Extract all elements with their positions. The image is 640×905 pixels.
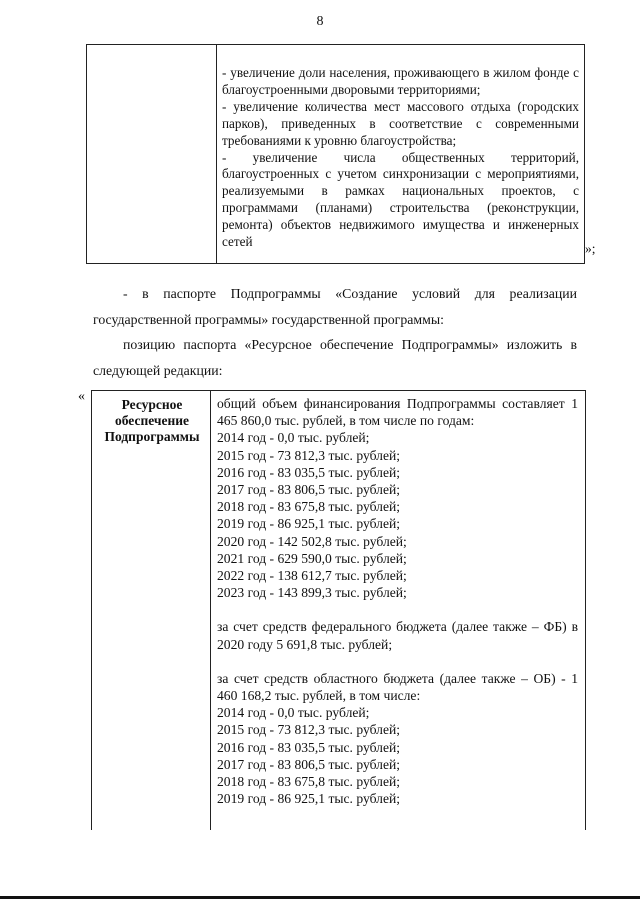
table-column-divider [210, 391, 211, 830]
year-amount-line: 2019 год - 86 925,1 тыс. рублей; [217, 791, 401, 807]
resource-table [91, 390, 586, 830]
year-amount-line: 2021 год - 629 590,0 тыс. рублей; [217, 550, 407, 566]
years-total-list [217, 429, 578, 601]
year-amount-line: 2018 год - 83 675,8 тыс. рублей; [217, 774, 401, 790]
year-amount-line: 2020 год - 142 502,8 тыс. рублей; [217, 533, 407, 549]
table-column-divider [216, 45, 217, 263]
year-amount-line: 2018 год - 83 675,8 тыс. рублей; [217, 499, 401, 515]
goal-item: - увеличение количества мест массового отдыха (городских парков), приведенных в соответствие с современными требованиями к уровню благоустройства; [222, 98, 579, 148]
year-amount-line: 2017 год - 83 806,5 тыс. рублей; [217, 482, 401, 498]
paragraph-position-instruction: позицию паспорта «Ресурсное обеспечение Подпрограммы» изложить в следующей редакции: [93, 337, 577, 378]
closing-quote: »; [585, 241, 596, 256]
resource-label: Ресурсное обеспечение Подпрограммы [104, 397, 200, 444]
footer-rule [0, 896, 640, 899]
year-amount-line: 2014 год - 0,0 тыс. рублей; [217, 705, 370, 721]
regional-funding-intro: за счет средств областного бюджета (далее также – ОБ) - 1 460 168,2 тыс. рублей, в том числе: [217, 670, 578, 704]
funding-intro: общий объем финансирования Подпрограммы составляет 1 465 860,0 тыс. рублей, в том числе по годам: [217, 396, 578, 429]
year-amount-line: 2019 год - 86 925,1 тыс. рублей; [217, 516, 401, 532]
resource-content [217, 395, 578, 807]
year-amount-line: 2017 год - 83 806,5 тыс. рублей; [217, 756, 401, 772]
opening-quote: « [78, 389, 85, 404]
federal-funding: за счет средств федерального бюджета (далее также – ФБ) в 2020 году 5 691,8 тыс. рублей; [217, 619, 578, 652]
year-amount-line: 2016 год - 83 035,5 тыс. рублей; [217, 739, 401, 755]
year-amount-line: 2023 год - 143 899,3 тыс. рублей; [217, 585, 407, 601]
year-amount-line: 2014 год - 0,0 тыс. рублей; [217, 430, 370, 446]
goal-item: - увеличение доли населения, проживающего в жилом фонде с благоустроенными дворовыми территориями; [222, 65, 579, 97]
goals-cell [222, 65, 579, 251]
year-amount-line: 2015 год - 73 812,3 тыс. рублей; [217, 722, 401, 738]
goal-item: - увеличение числа общественных территорий, благоустроенных с учетом синхронизации с мероприятиями, реализуемыми в рамках национальных проектов, с программами (планами) строительства (реконструкции, ремонта) объектов недвижимого имущества и инженерных сетей [222, 149, 579, 250]
years-regional-list [217, 704, 578, 807]
year-amount-line: 2022 год - 138 612,7 тыс. рублей; [217, 568, 407, 584]
year-amount-line: 2015 год - 73 812,3 тыс. рублей; [217, 447, 401, 463]
year-amount-line: 2016 год - 83 035,5 тыс. рублей; [217, 464, 401, 480]
page-number: 8 [316, 14, 324, 29]
paragraph-subprogram-passport: - в паспорте Подпрограммы «Создание условий для реализации государственной программы» государственной программы: [93, 286, 577, 327]
goals-table [86, 44, 585, 264]
